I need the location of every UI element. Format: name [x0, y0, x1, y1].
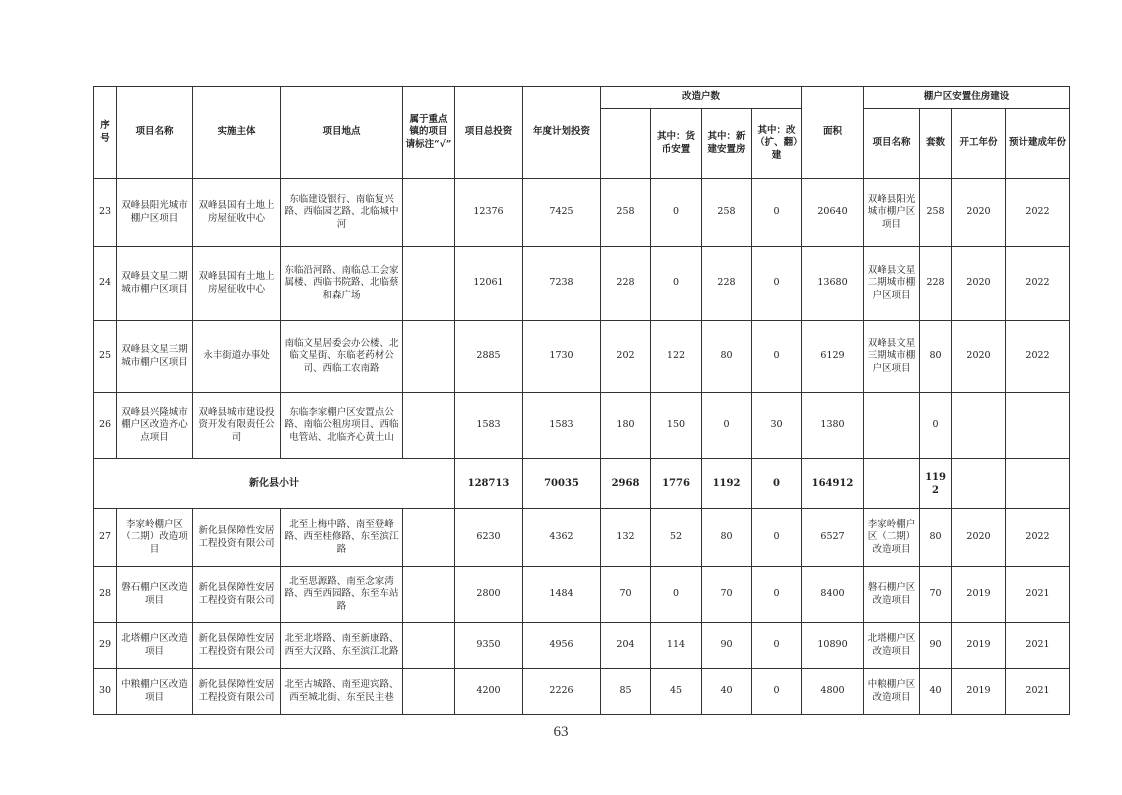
- table-row: [94, 623, 1070, 669]
- start-year-cell: 2020: [952, 179, 1006, 247]
- annual-investment-cell: 7238: [523, 247, 601, 321]
- header-currency-resettlement: 其中：货币安置: [651, 109, 702, 179]
- total-investment-cell: 2800: [455, 567, 523, 623]
- key-town-cell: [403, 669, 455, 715]
- sets-cell: 40: [920, 669, 952, 715]
- renovate-cell: 0: [752, 179, 802, 247]
- subtotal-housing-name: [864, 459, 920, 509]
- implementer-cell: 双峰县城市建设投资开发有限责任公司: [193, 393, 281, 459]
- renovate-cell: 0: [752, 509, 802, 567]
- subtotal-label: 新化县小计: [94, 459, 455, 509]
- implementer-cell: 新化县保障性安居工程投资有限公司: [193, 669, 281, 715]
- housing-name-cell: 北塔棚户区改造项目: [864, 623, 920, 669]
- sets-cell: 258: [920, 179, 952, 247]
- implementer-cell: 新化县保障性安居工程投资有限公司: [193, 509, 281, 567]
- area-cell: 6129: [802, 321, 864, 393]
- housing-name-cell: 磐石棚户区改造项目: [864, 567, 920, 623]
- implementer-cell: 双峰县国有土地上房屋征收中心: [193, 247, 281, 321]
- header-annual-investment: 年度计划投资: [523, 87, 601, 179]
- sets-cell: 70: [920, 567, 952, 623]
- annual-investment-cell: 1583: [523, 393, 601, 459]
- header-location: 项目地点: [281, 87, 403, 179]
- implementer-cell: 永丰街道办事处: [193, 321, 281, 393]
- annual-investment-cell: 7425: [523, 179, 601, 247]
- sets-cell: 90: [920, 623, 952, 669]
- households-cell: 202: [601, 321, 651, 393]
- households-cell: 204: [601, 623, 651, 669]
- seq-cell: 27: [94, 509, 117, 567]
- sets-cell: 80: [920, 321, 952, 393]
- households-cell: 70: [601, 567, 651, 623]
- total-investment-cell: 9350: [455, 623, 523, 669]
- start-year-cell: [952, 393, 1006, 459]
- area-cell: 1380: [802, 393, 864, 459]
- key-town-cell: [403, 567, 455, 623]
- sets-cell: 0: [920, 393, 952, 459]
- table-row: [94, 321, 1070, 393]
- renovate-cell: 0: [752, 321, 802, 393]
- location-cell: 东临沿河路、南临总工会家属楼、西临书院路、北临蔡和森广场: [281, 247, 403, 321]
- annual-investment-cell: 4956: [523, 623, 601, 669]
- new-build-cell: 90: [702, 623, 752, 669]
- area-cell: 20640: [802, 179, 864, 247]
- area-cell: 8400: [802, 567, 864, 623]
- subtotal-annual: 70035: [523, 459, 601, 509]
- total-investment-cell: 12376: [455, 179, 523, 247]
- key-town-cell: [403, 509, 455, 567]
- subtotal-renovate: 0: [752, 459, 802, 509]
- renovate-cell: 30: [752, 393, 802, 459]
- currency-cell: 150: [651, 393, 702, 459]
- name-cell: 双峰县兴隆城市棚户区改造齐心点项目: [117, 393, 193, 459]
- page-number: 63: [553, 724, 569, 740]
- implementer-cell: 双峰县国有土地上房屋征收中心: [193, 179, 281, 247]
- key-town-cell: [403, 623, 455, 669]
- currency-cell: 114: [651, 623, 702, 669]
- households-cell: 132: [601, 509, 651, 567]
- area-cell: 6527: [802, 509, 864, 567]
- housing-name-cell: 双峰县阳光城市棚户区项目: [864, 179, 920, 247]
- name-cell: 北塔棚户区改造项目: [117, 623, 193, 669]
- key-town-cell: [403, 247, 455, 321]
- currency-cell: 122: [651, 321, 702, 393]
- name-cell: 李家岭棚户区（二期）改造项目: [117, 509, 193, 567]
- sets-cell: 228: [920, 247, 952, 321]
- subtotal-start: [952, 459, 1006, 509]
- header-new-resettlement: 其中：新建安置房: [702, 109, 752, 179]
- total-investment-cell: 1583: [455, 393, 523, 459]
- seq-cell: 26: [94, 393, 117, 459]
- total-investment-cell: 12061: [455, 247, 523, 321]
- currency-cell: 0: [651, 179, 702, 247]
- subtotal-end: [1006, 459, 1070, 509]
- completion-year-cell: 2021: [1006, 623, 1070, 669]
- seq-cell: 29: [94, 623, 117, 669]
- total-investment-cell: 6230: [455, 509, 523, 567]
- header-implementer: 实施主体: [193, 87, 281, 179]
- header-renovation: 其中：改（扩、翻）建: [752, 109, 802, 179]
- renovate-cell: 0: [752, 669, 802, 715]
- subtotal-households: 2968: [601, 459, 651, 509]
- currency-cell: 45: [651, 669, 702, 715]
- total-investment-cell: 2885: [455, 321, 523, 393]
- housing-project-table: [93, 86, 1070, 715]
- start-year-cell: 2020: [952, 321, 1006, 393]
- table-row: [94, 393, 1070, 459]
- currency-cell: 0: [651, 247, 702, 321]
- seq-cell: 25: [94, 321, 117, 393]
- new-build-cell: 70: [702, 567, 752, 623]
- new-build-cell: 80: [702, 509, 752, 567]
- seq-cell: 23: [94, 179, 117, 247]
- location-cell: 东临建设银行、南临复兴路、西临园艺路、北临城中河: [281, 179, 403, 247]
- area-cell: 13680: [802, 247, 864, 321]
- completion-year-cell: 2022: [1006, 509, 1070, 567]
- renovate-cell: 0: [752, 623, 802, 669]
- location-cell: 北至北塔路、南至新康路、西至大汉路、东至滨江北路: [281, 623, 403, 669]
- new-build-cell: 0: [702, 393, 752, 459]
- housing-name-cell: 双峰县文星二期城市棚户区项目: [864, 247, 920, 321]
- header-housing-group: 棚户区安置住房建设: [864, 87, 1070, 109]
- header-area: 面积: [802, 87, 864, 179]
- location-cell: 南临文星居委会办公楼、北临文星街、东临老药材公司、西临工农南路: [281, 321, 403, 393]
- total-investment-cell: 4200: [455, 669, 523, 715]
- table-row: [94, 509, 1070, 567]
- table-row: [94, 669, 1070, 715]
- subtotal-total: 128713: [455, 459, 523, 509]
- header-name: 项目名称: [117, 87, 193, 179]
- header-households-blank: [601, 109, 651, 179]
- housing-name-cell: 双峰县文星三期城市棚户区项目: [864, 321, 920, 393]
- completion-year-cell: 2021: [1006, 669, 1070, 715]
- seq-cell: 30: [94, 669, 117, 715]
- header-start-year: 开工年份: [952, 109, 1006, 179]
- housing-name-cell: 李家岭棚户区（二期）改造项目: [864, 509, 920, 567]
- implementer-cell: 新化县保障性安居工程投资有限公司: [193, 567, 281, 623]
- name-cell: 中粮棚户区改造项目: [117, 669, 193, 715]
- location-cell: 北至上梅中路、南至登峰路、西至桂修路、东至滨江路: [281, 509, 403, 567]
- households-cell: 85: [601, 669, 651, 715]
- table-row: [94, 247, 1070, 321]
- completion-year-cell: [1006, 393, 1070, 459]
- new-build-cell: 228: [702, 247, 752, 321]
- header-total-investment: 项目总投资: [455, 87, 523, 179]
- seq-cell: 24: [94, 247, 117, 321]
- start-year-cell: 2019: [952, 623, 1006, 669]
- subtotal-currency: 1776: [651, 459, 702, 509]
- annual-investment-cell: 2226: [523, 669, 601, 715]
- header-completion-year: 预计建成年份: [1006, 109, 1070, 179]
- new-build-cell: 258: [702, 179, 752, 247]
- area-cell: 4800: [802, 669, 864, 715]
- households-cell: 180: [601, 393, 651, 459]
- start-year-cell: 2019: [952, 669, 1006, 715]
- start-year-cell: 2020: [952, 247, 1006, 321]
- start-year-cell: 2020: [952, 509, 1006, 567]
- currency-cell: 52: [651, 509, 702, 567]
- name-cell: 磐石棚户区改造项目: [117, 567, 193, 623]
- name-cell: 双峰县文星三期城市棚户区项目: [117, 321, 193, 393]
- key-town-cell: [403, 321, 455, 393]
- housing-name-cell: [864, 393, 920, 459]
- seq-cell: 28: [94, 567, 117, 623]
- currency-cell: 0: [651, 567, 702, 623]
- key-town-cell: [403, 179, 455, 247]
- subtotal-sets: 1192: [920, 459, 952, 509]
- annual-investment-cell: 1730: [523, 321, 601, 393]
- header-key-town: 属于重点镇的项目请标注“√”: [403, 87, 455, 179]
- start-year-cell: 2019: [952, 567, 1006, 623]
- annual-investment-cell: 1484: [523, 567, 601, 623]
- table-row: [94, 567, 1070, 623]
- annual-investment-cell: 4362: [523, 509, 601, 567]
- completion-year-cell: 2022: [1006, 247, 1070, 321]
- subtotal-area: 164912: [802, 459, 864, 509]
- completion-year-cell: 2021: [1006, 567, 1070, 623]
- location-cell: 北至古城路、南至迎宾路、西至城北街、东至民主巷: [281, 669, 403, 715]
- sets-cell: 80: [920, 509, 952, 567]
- name-cell: 双峰县文星二期城市棚户区项目: [117, 247, 193, 321]
- location-cell: 北至思源路、南至念家湾路、西至西园路、东至车站路: [281, 567, 403, 623]
- renovate-cell: 0: [752, 567, 802, 623]
- renovate-cell: 0: [752, 247, 802, 321]
- header-housing-name: 项目名称: [864, 109, 920, 179]
- implementer-cell: 新化县保障性安居工程投资有限公司: [193, 623, 281, 669]
- completion-year-cell: 2022: [1006, 321, 1070, 393]
- housing-name-cell: 中粮棚户区改造项目: [864, 669, 920, 715]
- name-cell: 双峰县阳光城市棚户区项目: [117, 179, 193, 247]
- location-cell: 东临李家棚户区安置点公路、南临公租房项目、西临电管站、北临齐心黄土山: [281, 393, 403, 459]
- header-seq: 序号: [94, 87, 117, 179]
- header-sets: 套数: [920, 109, 952, 179]
- table-row: [94, 179, 1070, 247]
- households-cell: 258: [601, 179, 651, 247]
- key-town-cell: [403, 393, 455, 459]
- households-cell: 228: [601, 247, 651, 321]
- new-build-cell: 80: [702, 321, 752, 393]
- area-cell: 10890: [802, 623, 864, 669]
- subtotal-new-build: 1192: [702, 459, 752, 509]
- new-build-cell: 40: [702, 669, 752, 715]
- subtotal-row: [94, 459, 1070, 509]
- header-households-group: 改造户数: [601, 87, 802, 109]
- completion-year-cell: 2022: [1006, 179, 1070, 247]
